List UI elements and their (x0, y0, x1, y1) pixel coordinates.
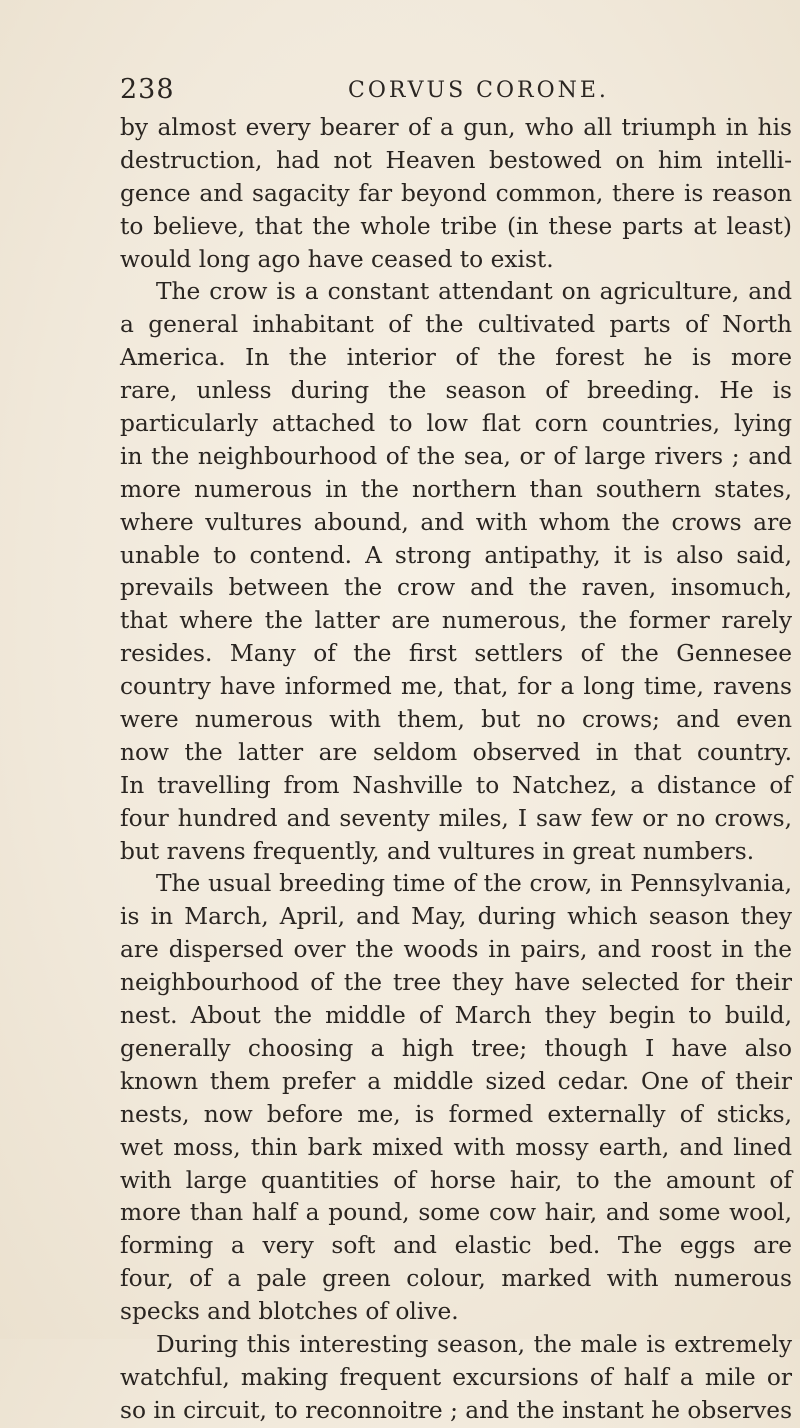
running-title: CORVUS CORONE. (348, 78, 609, 103)
text-line: to believe, that the whole tribe (in these parts at least) (120, 212, 792, 240)
text-line: watchful, making frequent excursions of half a mile or (120, 1363, 792, 1391)
text-line: nests, now before me, is formed externally of sticks, (120, 1100, 792, 1128)
text-line: America. In the interior of the forest he is more (120, 344, 792, 372)
text-line: resides. Many of the first settlers of the Gennesee (120, 640, 792, 668)
text-line: where vultures abound, and with whom the crows are (120, 508, 792, 536)
body-text (120, 112, 792, 1428)
text-line: specks and blotches of olive. (120, 1298, 459, 1326)
text-line: gence and sagacity far beyond common, there is reason (120, 179, 792, 207)
text-line: by almost every bearer of a gun, who all triumph in his (120, 114, 792, 141)
text-line: wet moss, thin bark mixed with mossy earth, and lined (120, 1133, 792, 1161)
text-line: rare, unless during the season of breeding. He is (120, 377, 792, 405)
text-line: were numerous with them, but no crows; and even (120, 706, 792, 734)
text-line: neighbourhood of the tree they have selected for their (120, 969, 792, 997)
text-line: but ravens frequently, and vultures in great numbers. (120, 837, 755, 865)
text-line: nest. About the middle of March they begin to build, (120, 1002, 792, 1030)
text-line: that where the latter are numerous, the former rarely (120, 607, 792, 635)
text-line: more than half a pound, some cow hair, and some wool, (120, 1199, 792, 1227)
text-line: country have informed me, that, for a long time, ravens (120, 673, 792, 701)
text-line: The usual breeding time of the crow, in Pennsylvania, (156, 870, 792, 898)
text-line: In travelling from Nashville to Natchez, a distance of (120, 771, 792, 799)
text-line: prevails between the crow and the raven, insomuch, (120, 574, 792, 602)
text-line: unable to contend. A strong antipathy, it is also said, (120, 541, 792, 569)
text-line: would long ago have ceased to exist. (120, 245, 554, 273)
text-line: is in March, April, and May, during which season they (120, 903, 792, 931)
text-line: particularly attached to low flat corn countries, lying (120, 410, 792, 438)
text-line: generally choosing a high tree; though I have also (120, 1034, 792, 1062)
text-line: known them prefer a middle sized cedar. One of their (120, 1067, 792, 1095)
text-line: During this interesting season, the male is extremely (156, 1330, 792, 1358)
text-line: more numerous in the northern than southern states, (120, 475, 792, 503)
text-line: forming a very soft and elastic bed. The eggs are (120, 1232, 792, 1260)
text-line: destruction, had not Heaven bestowed on him intelli- (120, 146, 792, 174)
text-line: in the neighbourhood of the sea, or of large rivers ; and (120, 442, 792, 470)
text-line: The crow is a constant attendant on agriculture, and (156, 278, 792, 306)
text-line: four, of a pale green colour, marked with numerous (120, 1265, 792, 1293)
text-line: four hundred and seventy miles, I saw few or no crows, (120, 804, 792, 832)
text-line: now the latter are seldom observed in that country. (120, 738, 792, 766)
running-head (120, 74, 700, 114)
text-line: are dispersed over the woods in pairs, and roost in the (120, 936, 792, 964)
text-line: so in circuit, to reconnoitre ; and the instant he observes (120, 1396, 793, 1424)
text-line: a general inhabitant of the cultivated parts of North (120, 311, 792, 339)
page-number: 238 (120, 74, 175, 105)
text-line: with large quantities of horse hair, to the amount of (120, 1166, 792, 1194)
